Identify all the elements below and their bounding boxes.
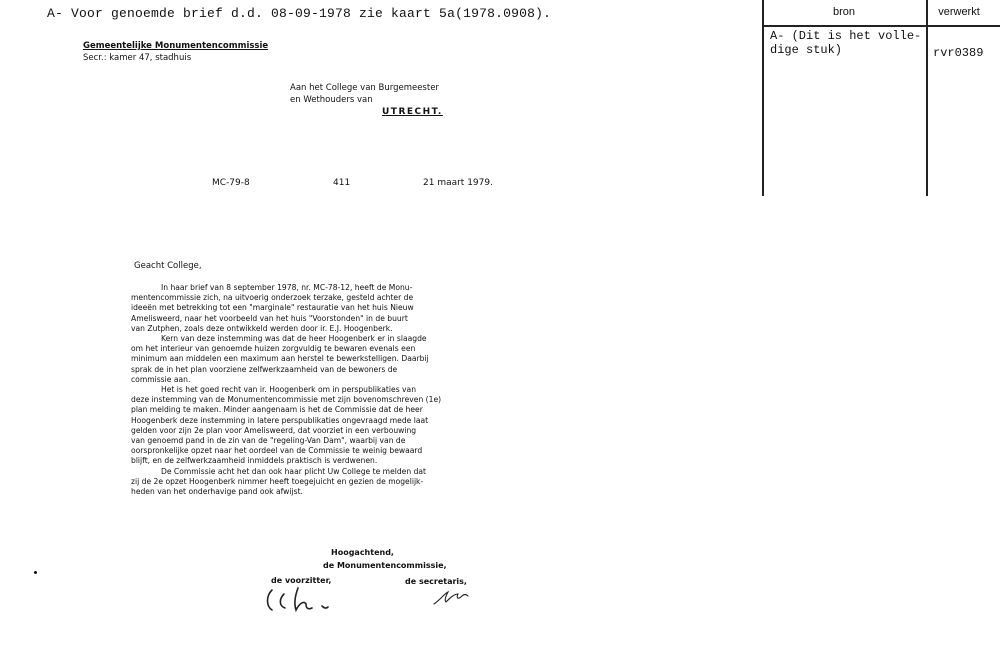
body-line: Amelisweerd, naar het voorbeeld van het huis "Voorstonden" in de buurt (131, 313, 408, 323)
sender-address: Secr.: kamer 47, stadhuis (83, 53, 192, 63)
card-left-border (762, 0, 764, 196)
header-note: A- Voor genoemde brief d.d. 08-09-1978 zie kaart 5a(1978.0908). (47, 6, 552, 21)
body-line: zij de 2e opzet Hoogenberk nimmer heeft toegejuicht en gezien de mogelijk- (131, 476, 424, 486)
body-line: gelden voor zijn 2e plan voor Amelisweerd, dat voorziet in een verbouwing (131, 425, 417, 435)
addressee-line-1: Aan het College van Burgemeester (290, 83, 439, 93)
body-line: plan melding te maken. Minder aangenaam is het de Commissie dat de heer (131, 405, 423, 415)
body-line: van Zutphen, zoals deze ontwikkeld werden door ir. E.J. Hoogenberk. (131, 323, 393, 333)
card-column-divider (926, 0, 928, 196)
reference-code: MC-79-8 (212, 178, 250, 188)
bron-cell-line-1: A- (Dit is het volle- (770, 29, 922, 43)
body-line: ideeën met betrekking tot een "marginale" restauratie van het huis Nieuw (131, 303, 414, 313)
sender-block (83, 40, 268, 64)
stray-mark (34, 571, 37, 574)
body-line: om het interieur van genoemde huizen zorgvuldig te bewaren evenals een (131, 344, 416, 354)
body-line: minimum aan middelen een maximum aan herstel te bewerkstelligen. Daarbij (131, 354, 429, 364)
card-header-divider (762, 25, 1000, 27)
addressee-city: UTRECHT. (382, 107, 443, 117)
index-card-table (762, 0, 1000, 196)
addressee-line-2: en Wethouders van (290, 95, 373, 105)
body-line: heden van het onderhavige pand ook afwijst. (131, 487, 303, 497)
sender-organisation: Gemeentelijke Monumentencommissie (83, 41, 269, 51)
body-line: deze instemming van de Monumentencommissie met zijn bovenomschreven (1e) (131, 395, 442, 405)
salutation: Geacht College, (134, 261, 202, 271)
bron-cell-line-2: dige stuk) (770, 43, 843, 57)
addressee-block (290, 82, 443, 117)
column-header-bron: bron (832, 6, 856, 18)
verwerkt-cell-value: rvr0389 (933, 46, 984, 60)
closing-chair: de voorzitter, (271, 576, 332, 585)
body-line: In haar brief van 8 september 1978, nr. MC-78-12, heeft de Monu- (161, 283, 413, 292)
letter-date: 21 maart 1979. (423, 178, 493, 188)
body-line: oorspronkelijke opzet naar het oordeel van de Commissie te weinig bewaard (131, 446, 423, 456)
body-line: De Commissie acht het dan ook haar plicht Uw College te melden dat (161, 466, 427, 476)
body-line: commissie aan. (131, 374, 191, 384)
closing-committee: de Monumentencommissie, (323, 561, 447, 570)
column-header-verwerkt: verwerkt (938, 6, 980, 18)
body-line: Hoogenberk deze instemming in latere perspublikaties ongevraagd mede laat (131, 415, 429, 425)
body-line: sprak de in het plan voorziene zelfwerkzaamheid van de bewoners de (131, 364, 398, 374)
secretary-signature-image (430, 586, 472, 608)
closing-greeting: Hoogachtend, (331, 548, 394, 557)
closing-secretary: de secretaris, (405, 577, 467, 586)
letter-body (131, 283, 481, 497)
body-line: Kern van deze instemming was dat de heer Hoogenberk er in slaagde (161, 334, 427, 344)
body-line: mentencommissie zich, na uitvoerig onderzoek terzake, gesteld achter de (131, 293, 414, 303)
body-line: van genoemd pand in de zin van de "regeling-Van Dam", waarbij van de (131, 436, 406, 446)
body-line: Het is het goed recht van ir. Hoogenberk om in perspublikaties van (161, 385, 417, 395)
reference-number: 411 (333, 178, 351, 188)
chair-signature-image (262, 586, 352, 614)
body-line: blijft, en de zelfwerkzaamheid inmiddels praktisch is verdwenen. (131, 456, 378, 466)
